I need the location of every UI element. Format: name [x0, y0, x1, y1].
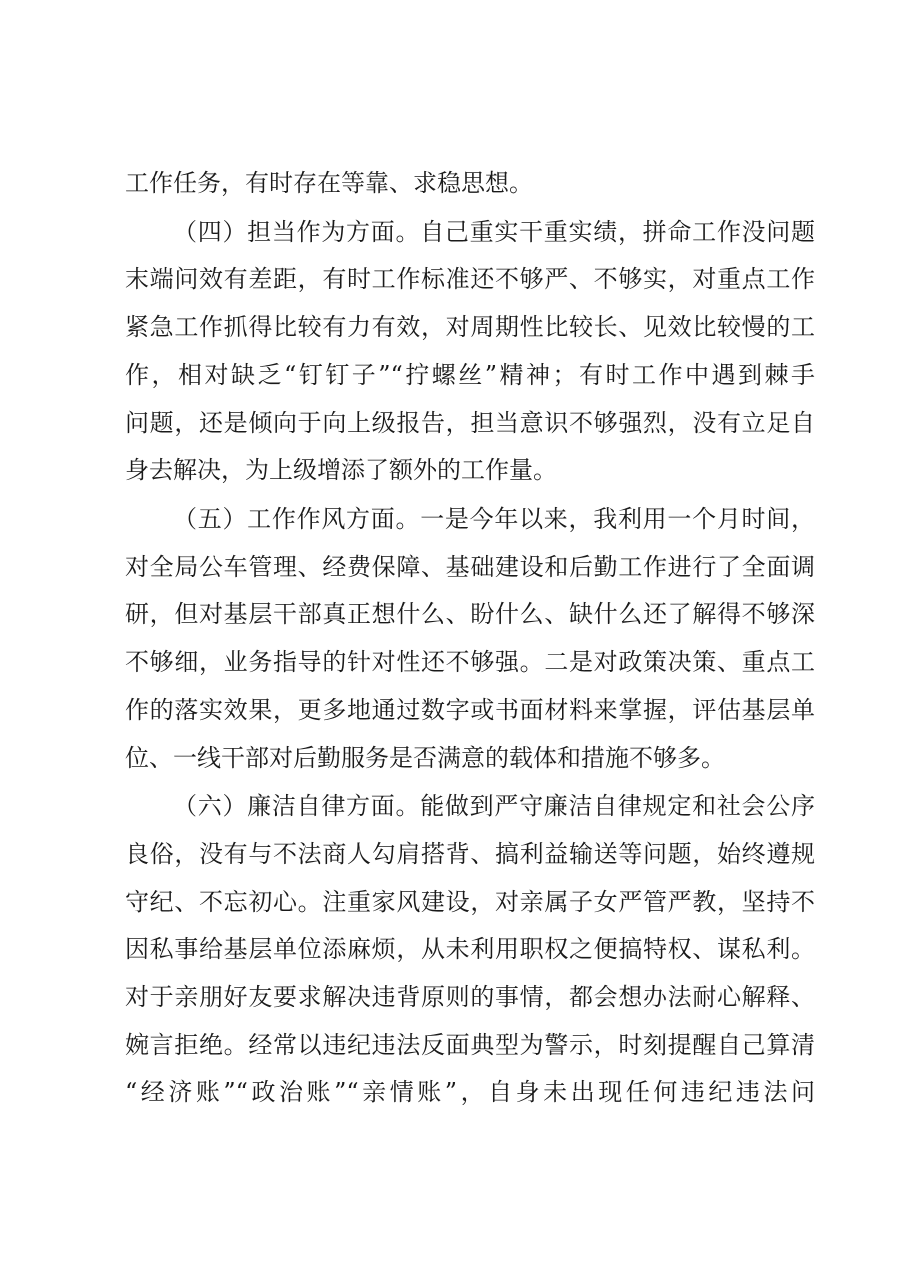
text-line: 身去解决，为上级增添了额外的工作量。	[125, 456, 557, 484]
text-line: 问题，还是倾向于向上级报告，担当意识不够强烈，没有立足自	[125, 409, 815, 437]
paragraph-heading-line: （四）担当作为方面。自己重实干重实绩，拼命工作没问题	[173, 218, 815, 246]
text-line: 紧急工作抓得比较有力有效，对周期性比较长、见效比较慢的工	[125, 313, 815, 341]
text-line: 婉言拒绝。经常以违纪违法反面典型为警示，时刻提醒自己算清	[125, 1031, 815, 1059]
text-line: 作的落实效果，更多地通过数字或书面材料来掌握，评估基层单	[125, 696, 815, 724]
text-line: 末端问效有差距，有时工作标准还不够严、不够实，对重点工作	[125, 265, 815, 293]
text-line: 作，相对缺乏“钉钉子”“拧螺丝”精神；有时工作中遇到棘手	[125, 361, 815, 389]
text-line: 因私事给基层单位添麻烦，从未利用职权之便搞特权、谋私利。	[125, 935, 815, 963]
text-line: “经济账”“政治账”“亲情账”，自身未出现任何违纪违法问	[125, 1078, 815, 1106]
text-line: 位、一线干部对后勤服务是否满意的载体和措施不够多。	[125, 744, 725, 772]
text-line: 守纪、不忘初心。注重家风建设，对亲属子女严管严教，坚持不	[125, 888, 815, 916]
text-line: 对全局公车管理、经费保障、基础建设和后勤工作进行了全面调	[125, 553, 815, 581]
text-line: 良俗，没有与不法商人勾肩搭背、搞利益输送等问题，始终遵规	[125, 840, 815, 868]
paragraph-heading-line: （五）工作作风方面。一是今年以来，我利用一个月时间，	[173, 505, 815, 533]
text-line: 工作任务，有时存在等靠、求稳思想。	[125, 169, 533, 197]
paragraph-heading-line: （六）廉洁自律方面。能做到严守廉洁自律规定和社会公序	[173, 792, 815, 820]
text-line: 研，但对基层干部真正想什么、盼什么、缺什么还了解得不够深	[125, 600, 815, 628]
text-line: 对于亲朋好友要求解决违背原则的事情，都会想办法耐心解释、	[125, 983, 815, 1011]
text-line: 不够细，业务指导的针对性还不够强。二是对政策决策、重点工	[125, 648, 815, 676]
